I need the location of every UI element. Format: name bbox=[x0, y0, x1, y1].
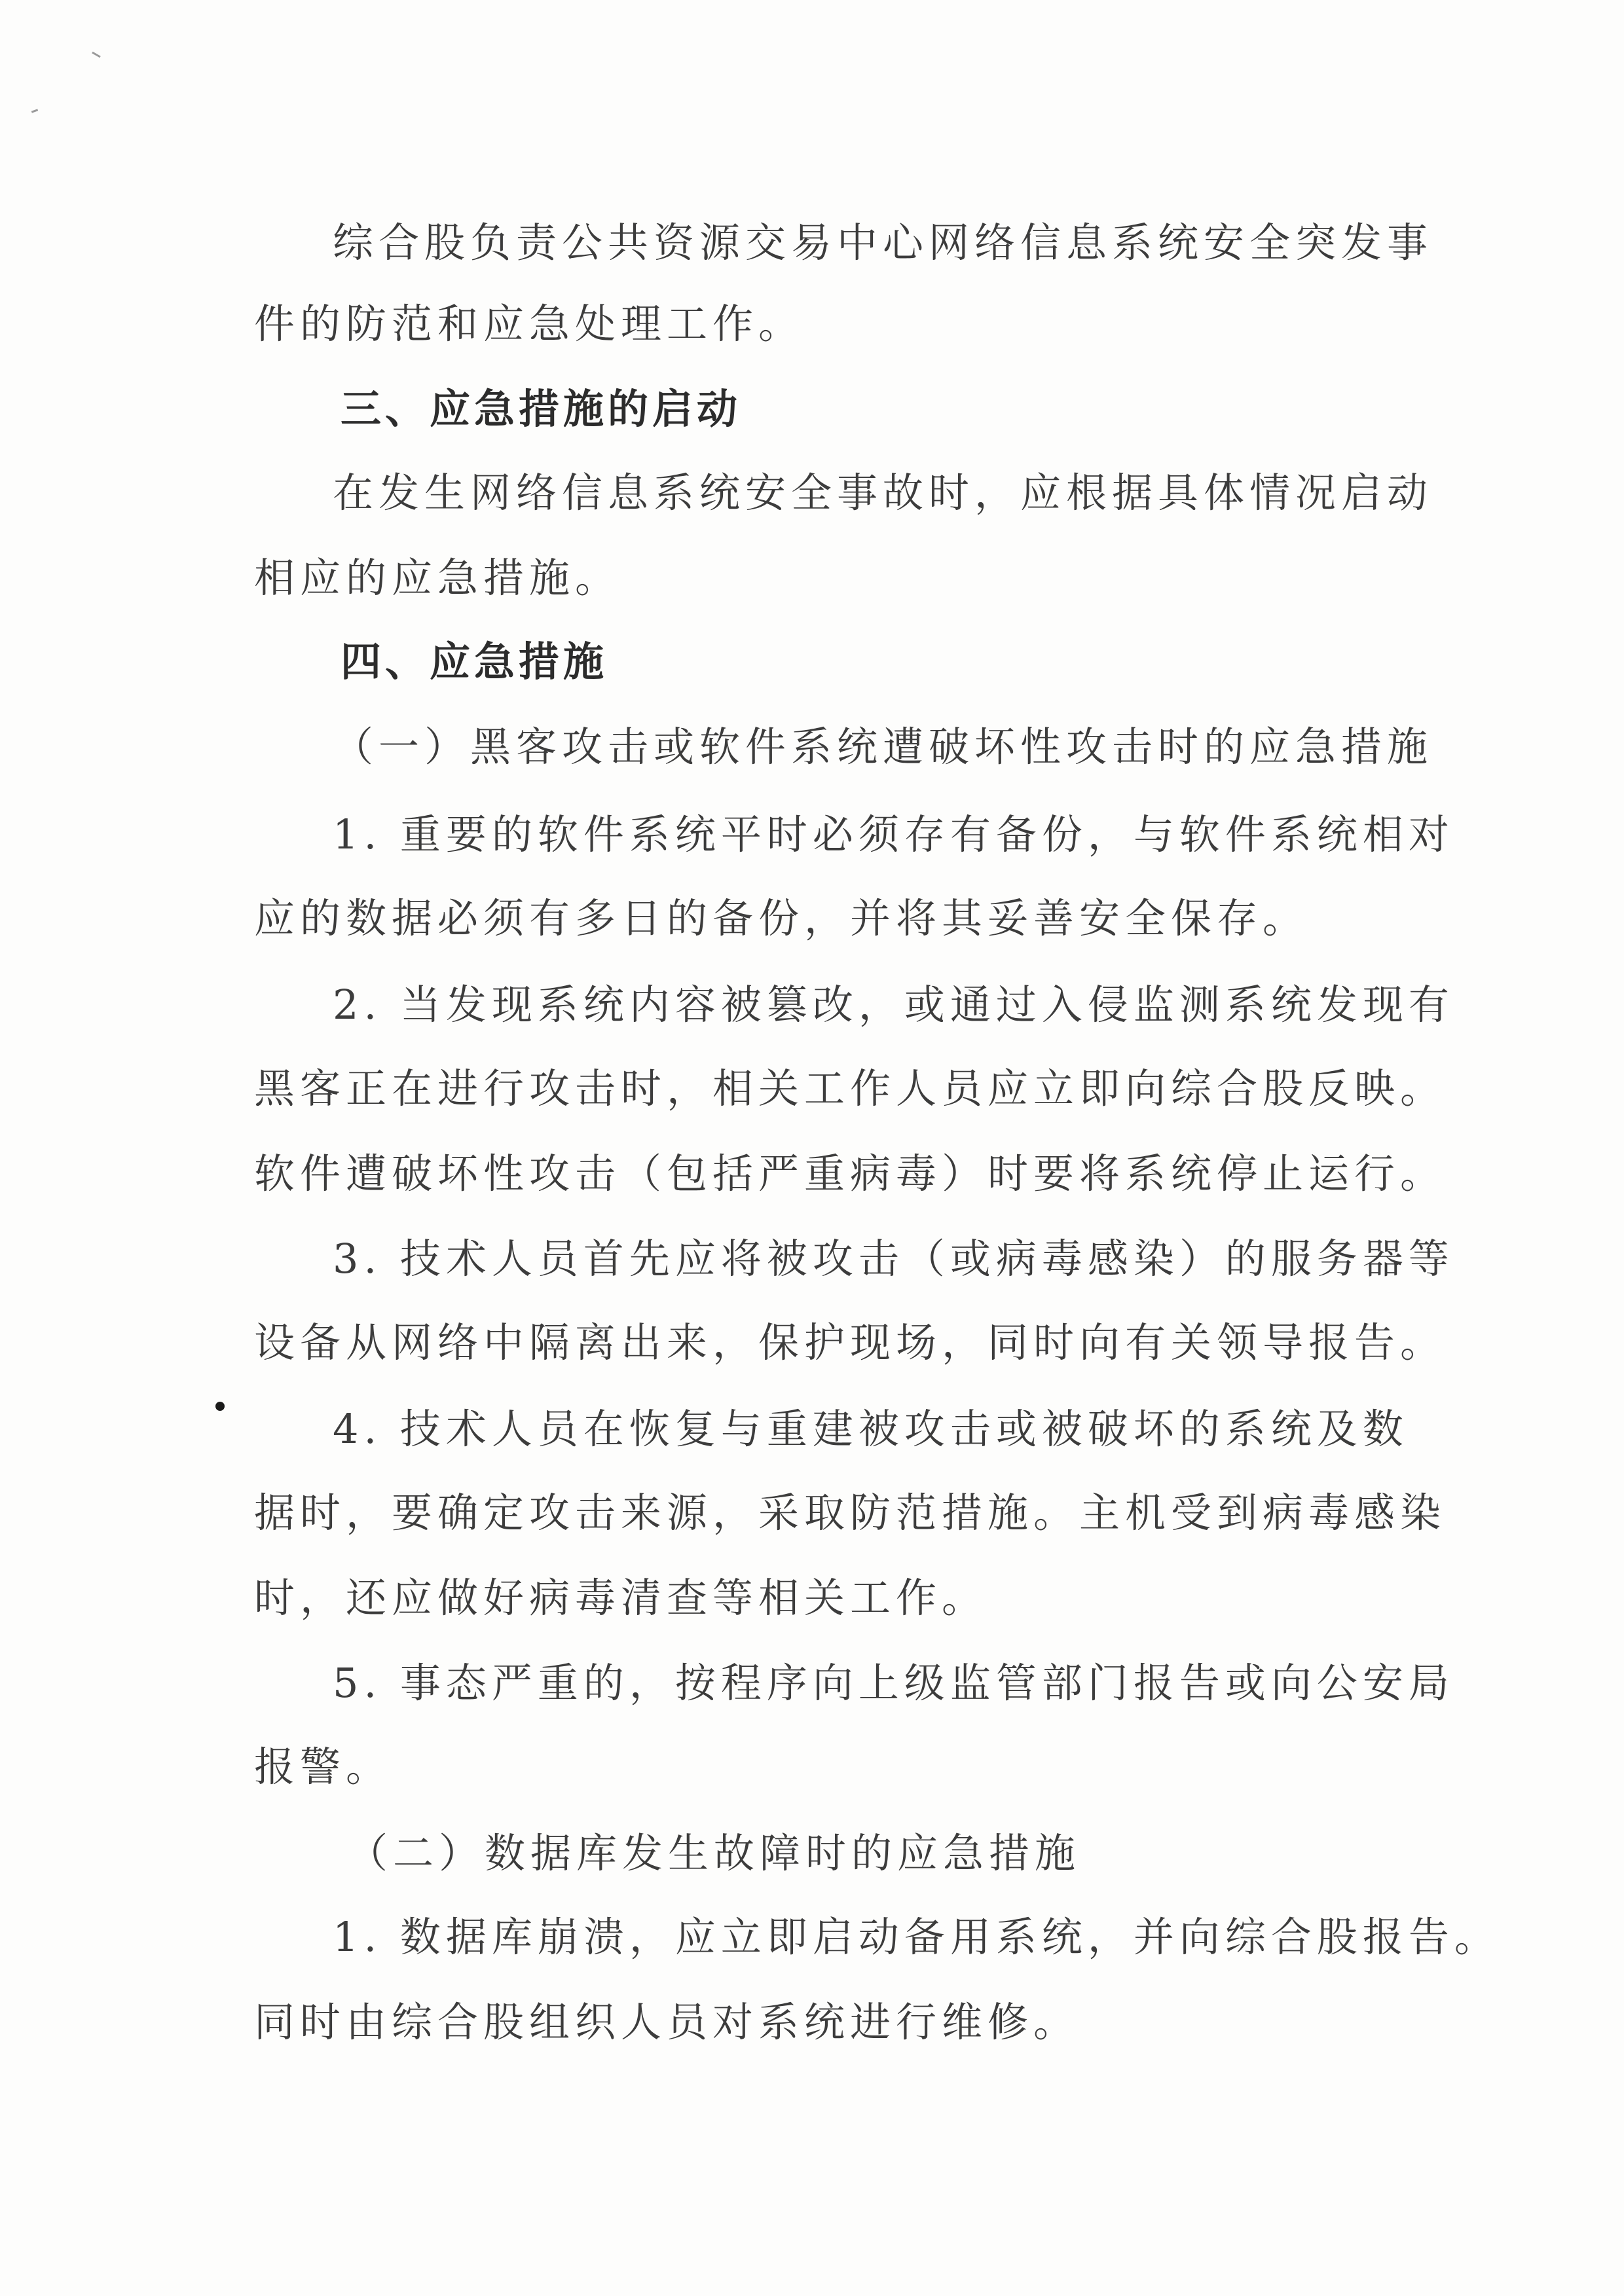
paragraph-line: 据时，要确定攻击来源，采取防范措施。主机受到病毒感染 bbox=[254, 1489, 1447, 1537]
paragraph-line: 报警。 bbox=[254, 1743, 392, 1791]
paragraph-line: 件的防范和应急处理工作。 bbox=[254, 300, 805, 348]
paragraph-line: 3. 技术人员首先应将被攻击（或病毒感染）的服务器等 bbox=[333, 1235, 1454, 1283]
scan-mark bbox=[92, 52, 101, 58]
paragraph-line: 设备从网络中隔离出来，保护现场，同时向有关领导报告。 bbox=[254, 1319, 1447, 1366]
paragraph-line: 软件遭破坏性攻击（包括严重病毒）时要将系统停止运行。 bbox=[254, 1150, 1447, 1197]
paragraph-line: 综合股负责公共资源交易中心网络信息系统安全突发事 bbox=[333, 219, 1433, 266]
paragraph-line: 1. 数据库崩溃，应立即启动备用系统，并向综合股报告。 bbox=[333, 1913, 1500, 1961]
paragraph-line: 4. 技术人员在恢复与重建被攻击或被破坏的系统及数 bbox=[333, 1405, 1409, 1453]
section-heading: 三、应急措施的启动 bbox=[341, 385, 742, 433]
paragraph-line: 在发生网络信息系统安全事故时，应根据具体情况启动 bbox=[333, 469, 1433, 517]
paragraph-line: 应的数据必须有多日的备份，并将其妥善安全保存。 bbox=[254, 894, 1309, 942]
paragraph-line: 黑客正在进行攻击时，相关工作人员应立即向综合股反映。 bbox=[254, 1065, 1447, 1112]
paragraph-line: 时，还应做好病毒清查等相关工作。 bbox=[254, 1574, 988, 1622]
scan-mark bbox=[31, 109, 38, 113]
paragraph-line: 5. 事态严重的，按程序向上级监管部门报告或向公安局 bbox=[333, 1659, 1454, 1707]
paragraph-line: 1. 重要的软件系统平时必须存有备份，与软件系统相对 bbox=[333, 811, 1454, 858]
paragraph-line: 2. 当发现系统内容被篡改，或通过入侵监测系统发现有 bbox=[333, 981, 1454, 1029]
subsection-heading: （一）黑客攻击或软件系统遭破坏性攻击时的应急措施 bbox=[333, 723, 1433, 771]
paragraph-line: 同时由综合股组织人员对系统进行维修。 bbox=[254, 1998, 1080, 2046]
subsection-heading: （二）数据库发生故障时的应急措施 bbox=[347, 1829, 1081, 1877]
ink-speck bbox=[215, 1402, 225, 1411]
paragraph-line: 相应的应急措施。 bbox=[254, 554, 621, 602]
section-heading: 四、应急措施 bbox=[341, 638, 608, 685]
